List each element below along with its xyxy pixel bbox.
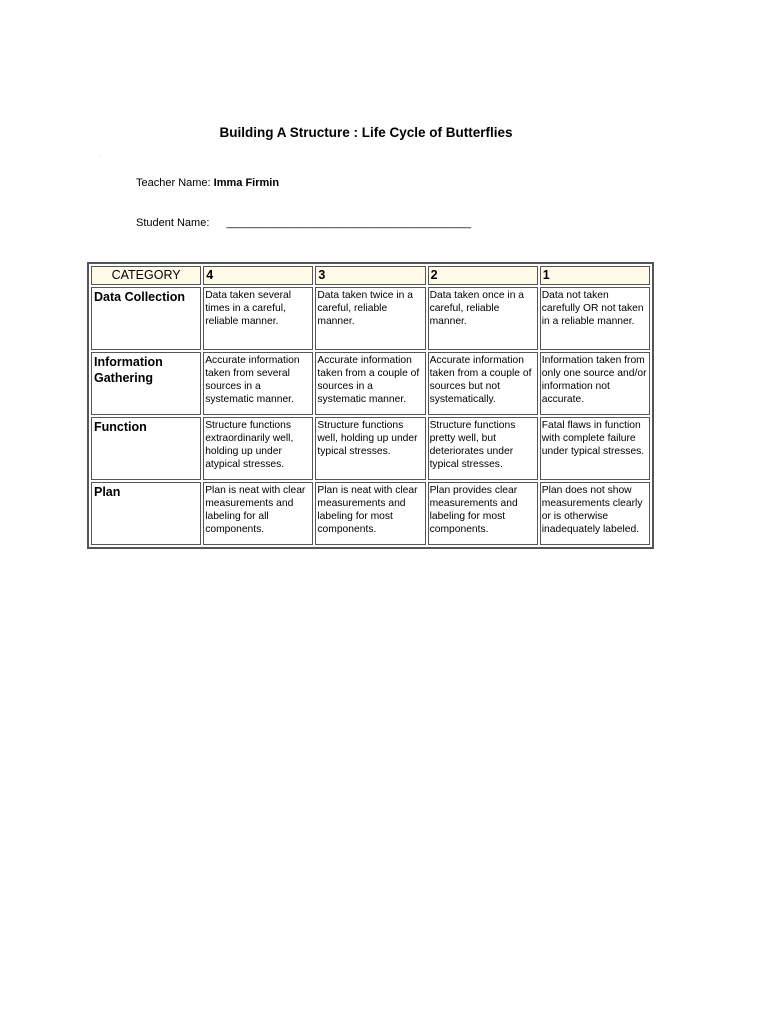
teacher-name-label: Teacher Name:: [136, 177, 211, 189]
rubric-row-data-collection: [91, 287, 650, 350]
rubric-cell: Structure functions extraordinarily well, holding up under atypical stresses.: [203, 417, 313, 480]
level-3-header: 3: [315, 266, 425, 285]
rubric-cell: Data taken twice in a careful, reliable manner.: [315, 287, 425, 350]
rubric-cell: Data taken several times in a careful, reliable manner.: [203, 287, 313, 350]
rubric-cell: Plan is neat with clear measurements and labeling for most components.: [315, 482, 425, 545]
stray-mark: .: [100, 153, 102, 159]
rubric-cell: Accurate information taken from several sources in a systematic manner.: [203, 352, 313, 415]
teacher-name-line: [136, 177, 279, 189]
rubric-cell: Fatal flaws in function with complete failure under typical stresses.: [540, 417, 650, 480]
rubric-cell: Accurate information taken from a couple of sources in a systematic manner.: [315, 352, 425, 415]
level-1-header: 1: [540, 266, 650, 285]
teacher-name-value: Imma Firmin: [213, 177, 280, 189]
document-title: Building A Structure : Life Cycle of Butterflies: [219, 125, 513, 140]
row-category: Data Collection: [91, 287, 201, 350]
rubric-cell: Plan provides clear measurements and labeling for most components.: [428, 482, 538, 545]
rubric-cell: Data taken once in a careful, reliable manner.: [428, 287, 538, 350]
rubric-cell: Information taken from only one source and/or information not accurate.: [540, 352, 650, 415]
level-2-header: 2: [428, 266, 538, 285]
rubric-cell: Plan is neat with clear measurements and labeling for all components.: [203, 482, 313, 545]
rubric-cell: Accurate information taken from a couple of sources but not systematically.: [428, 352, 538, 415]
student-name-blank: ________________________________________: [226, 217, 472, 229]
rubric-cell: Structure functions well, holding up under typical stresses.: [315, 417, 425, 480]
rubric-cell: Plan does not show measurements clearly or is otherwise inadequately labeled.: [540, 482, 650, 545]
student-name-label: Student Name:: [136, 217, 210, 229]
rubric-row-function: [91, 417, 650, 480]
student-name-line: [136, 217, 471, 229]
rubric-cell: Data not taken carefully OR not taken in a reliable manner.: [540, 287, 650, 350]
row-category: Plan: [91, 482, 201, 545]
row-category: Information Gathering: [91, 352, 201, 415]
rubric-cell: Structure functions pretty well, but deteriorates under typical stresses.: [428, 417, 538, 480]
rubric-table: [87, 262, 654, 549]
row-category: Function: [91, 417, 201, 480]
rubric-row-information-gathering: [91, 352, 650, 415]
rubric-row-plan: [91, 482, 650, 545]
rubric-header-row: [91, 266, 650, 285]
category-header: CATEGORY: [91, 266, 201, 285]
level-4-header: 4: [203, 266, 313, 285]
